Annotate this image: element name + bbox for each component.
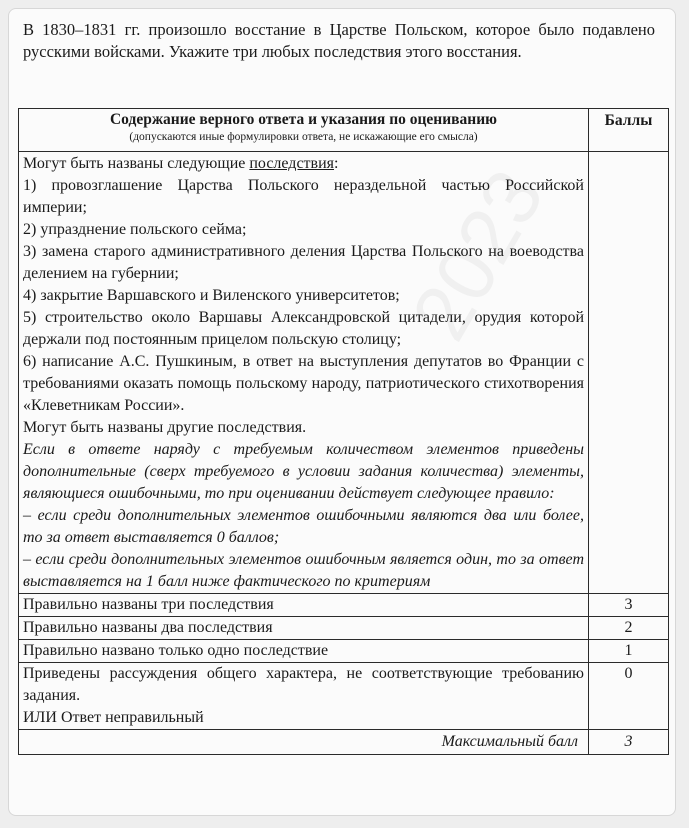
header-title: Содержание верного ответа и указания по оцениванию (109, 111, 497, 128)
list-item: 4) закрытие Варшавского и Виленского университетов; (23, 287, 400, 304)
zero-text: Приведены рассуждения общего характера, не соответствующие требованию задания. (23, 665, 584, 704)
list-item: 5) строительство около Варшавы Александровской цитадели, орудия которой держали под постоянным прицелом польскую столицу; (23, 309, 584, 348)
answer-row (19, 152, 669, 594)
table-row (19, 640, 669, 663)
list-item: 3) замена старого административного деления Царства Польского на воеводства делением на губернии; (23, 243, 584, 282)
criterion-points: 2 (589, 617, 669, 640)
max-score-row (19, 730, 669, 755)
header-points: Баллы (589, 109, 669, 152)
zero-criterion-text (19, 663, 589, 730)
table-header-row (19, 109, 669, 152)
criterion-points: 0 (589, 663, 669, 730)
header-content-cell (19, 109, 589, 152)
criterion-points: 3 (589, 594, 669, 617)
intro-suffix: : (334, 155, 339, 172)
criterion-text: Правильно названы два последствия (19, 617, 589, 640)
other-consequences: Могут быть названы другие последствия. (23, 419, 307, 436)
intro-underlined: последствия (249, 155, 335, 172)
list-item: 2) упразднение польского сейма; (23, 221, 247, 238)
intro-line (23, 153, 584, 175)
criterion-text: Правильно названы три последствия (19, 594, 589, 617)
rule-intro: Если в ответе наряду с требуемым количеством элементов приведены дополнительные (сверх требуемого в условии задания количества) элементы, являющиеся ошибочными, то при оценивании действует следующее правило: (23, 441, 584, 502)
criterion-text: Правильно названо только одно последствие (19, 640, 589, 663)
header-subtitle: (допускаются иные формулировки ответа, не искажающие его смысла) (129, 131, 478, 143)
rule-item: – если среди дополнительных элементов ошибочным является один, то за ответ выставляется на 1 балл ниже фактического по критериям (23, 551, 584, 590)
question-text: В 1830–1831 гг. произошло восстание в Царстве Польском, которое было подавлено русскими войсками. Укажите три любых последствия этого восстания. (23, 20, 655, 61)
answer-content-cell (19, 152, 589, 594)
table-row (19, 663, 669, 730)
max-score-value: 3 (589, 730, 669, 755)
zero-or: ИЛИ Ответ неправильный (23, 709, 204, 726)
grading-table (18, 108, 669, 755)
table-row (19, 617, 669, 640)
table-row (19, 594, 669, 617)
max-score-label: Максимальный балл (19, 730, 589, 755)
list-item: 1) провозглашение Царства Польского нераздельной частью Российской империи; (23, 177, 584, 216)
intro-prefix: Могут быть названы следующие (23, 155, 250, 172)
criterion-points: 1 (589, 640, 669, 663)
list-item: 6) написание А.С. Пушкиным, в ответ на выступления депутатов во Франции с требованиями оказать помощь польскому народу, патриотического стихотворения «Клеветникам России». (23, 353, 584, 414)
document-card (8, 8, 676, 816)
answer-points-cell (589, 152, 669, 594)
rule-item: – если среди дополнительных элементов ошибочными являются два или более, то за ответ выставляется 0 баллов; (23, 507, 584, 546)
